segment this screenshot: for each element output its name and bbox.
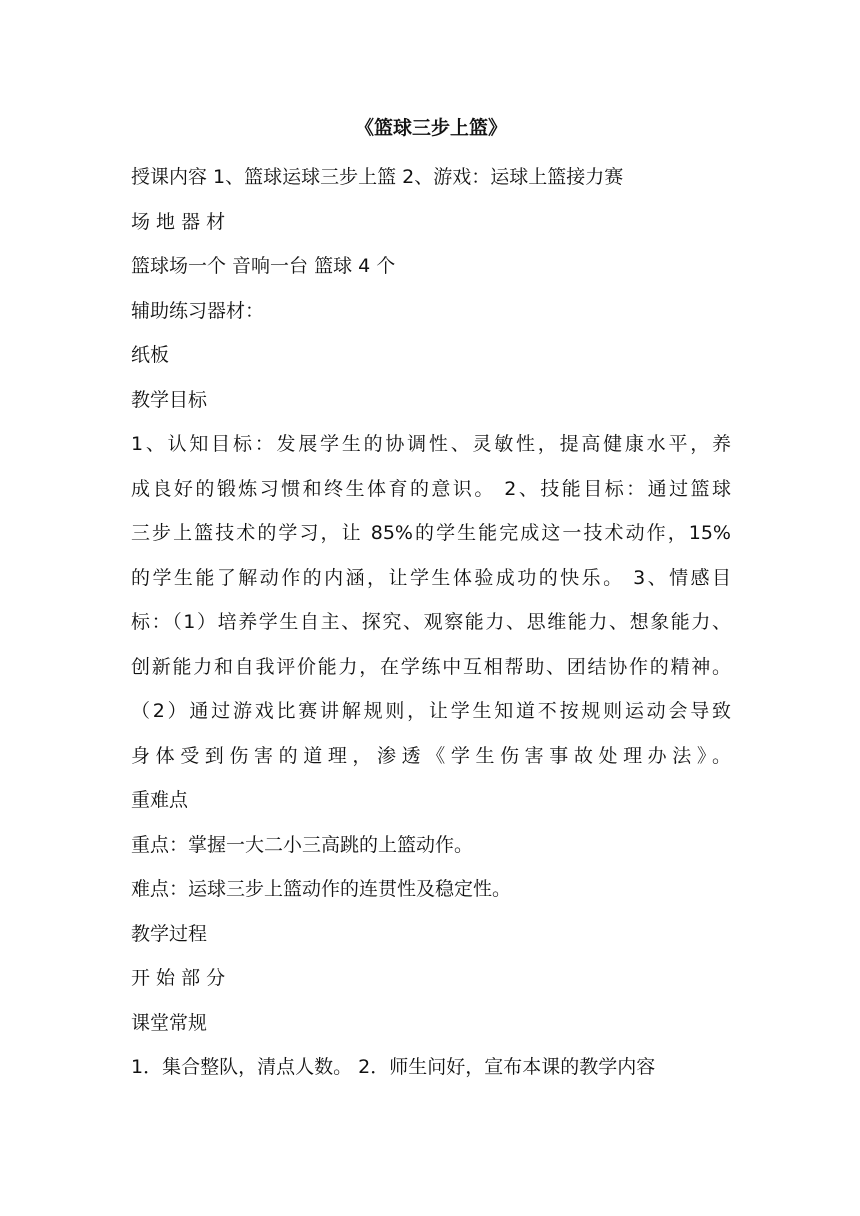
venue-equipment-heading: 场 地 器 材 [131, 210, 226, 233]
paragraph-row: 1、认知目标：发展学生的协调性、灵敏性，提高健康水平，养 [131, 433, 731, 455]
key-point-line: 重点：掌握一大二小三高跳的上篮动作。 [131, 833, 474, 856]
teaching-process-heading: 教学过程 [131, 922, 208, 945]
paragraph-row: 标：（1）培养学生自主、探究、观察能力、思维能力、想象能力、 [131, 611, 731, 633]
opening-part-heading: 开 始 部 分 [131, 967, 226, 989]
class-routine-steps-line: 1．集合整队，清点人数。 2．师生问好，宣布本课的教学内容 [131, 1056, 656, 1078]
paragraph-row: 的学生能了解动作的内涵，让学生体验成功的快乐。 3、情感目 [131, 566, 731, 589]
paragraph-row: （2）通过游戏比赛讲解规则，让学生知道不按规则运动会导致 [131, 700, 731, 722]
document-page [131, 113, 731, 1090]
teaching-objectives-paragraph [131, 422, 731, 778]
document-title: 《篮球三步上篮》 [354, 117, 507, 139]
difficult-point-line: 难点：运球三步上篮动作的连贯性及稳定性。 [131, 878, 512, 900]
paragraph-row: 成良好的锻炼习惯和终生体育的意识。 2、技能目标：通过篮球 [131, 477, 731, 500]
paragraph-row: 三步上篮技术的学习，让 85%的学生能完成这一技术动作，15% [131, 522, 731, 544]
auxiliary-equipment-item: 纸板 [131, 344, 170, 366]
auxiliary-equipment-heading: 辅助练习器材： [131, 299, 265, 322]
teaching-objectives-heading: 教学目标 [131, 388, 208, 411]
paragraph-row: 创新能力和自我评价能力，在学练中互相帮助、团结协作的精神。 [131, 655, 731, 678]
equipment-list-line: 篮球场一个 音响一台 篮球 4 个 [131, 255, 396, 277]
class-routine-heading: 课堂常规 [131, 1011, 208, 1034]
paragraph-row: 身体受到伤害的道理，渗透《学生伤害事故处理办法》。 [131, 744, 731, 767]
teaching-content-line: 授课内容 1、篮球运球三步上篮 2、游戏：运球上篮接力赛 [131, 166, 624, 188]
key-difficult-points-heading: 重难点 [131, 789, 189, 811]
